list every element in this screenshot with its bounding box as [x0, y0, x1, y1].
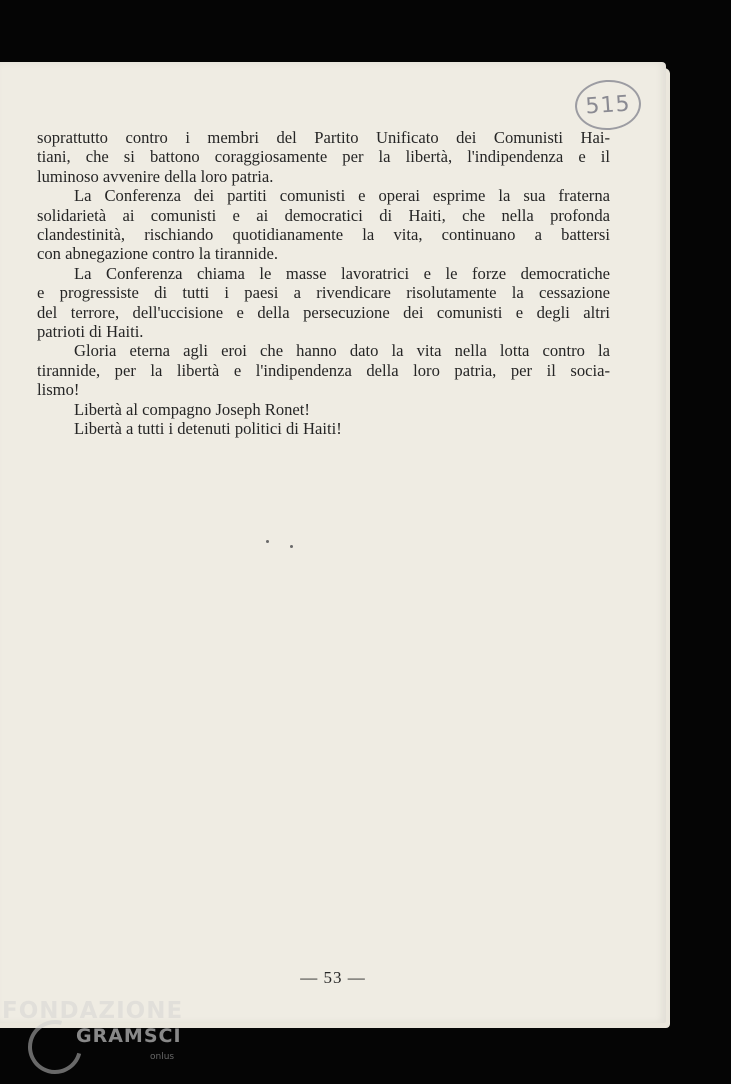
logo-word: GRAMSCI	[76, 1025, 182, 1047]
text-line: solidarietà ai comunisti e ai democratici di Haiti, che nella profonda	[37, 205, 610, 225]
paper-speck	[266, 540, 269, 543]
text-line: La Conferenza chiama le masse lavoratrici e le forze democratiche	[74, 263, 610, 283]
logo-sub: onlus	[150, 1052, 175, 1062]
text-line: clandestinità, rischiando quotidianamente la vita, continuano a battersi	[37, 225, 610, 245]
page-number: — 53 —	[300, 968, 366, 987]
logo-top-text: FONDAZIONE	[2, 998, 184, 1024]
text-line: Libertà al compagno Joseph Ronet!	[74, 399, 310, 419]
archive-number-stamp: 515	[573, 78, 642, 132]
text-line: e progressiste di tutti i paesi a rivendicare risolutamente la cessazione	[37, 283, 610, 303]
text-line: lismo!	[37, 380, 80, 400]
text-line: luminoso avvenire della loro patria.	[37, 166, 274, 186]
text-line: tiani, che si battono coraggiosamente per la libertà, l'indipendenza e il	[37, 147, 610, 167]
text-line: con abnegazione contro la tirannide.	[37, 244, 278, 264]
text-line: La Conferenza dei partiti comunisti e operai esprime la sua fraterna	[74, 186, 610, 206]
fondazione-gramsci-logo	[2, 998, 212, 1080]
text-line: soprattutto contro i membri del Partito Unificato dei Comunisti Hai-	[37, 128, 610, 147]
text-line: patrioti di Haiti.	[37, 322, 144, 342]
text-line: Gloria eterna agli eroi che hanno dato la vita nella lotta contro la	[74, 341, 610, 361]
text-line: Libertà a tutti i detenuti politici di Haiti!	[74, 419, 342, 439]
text-line: del terrore, dell'uccisione e della persecuzione dei comunisti e degli altri	[37, 302, 610, 322]
paper-speck	[290, 545, 293, 548]
text-line: tirannide, per la libertà e l'indipendenza della loro patria, per il socia-	[37, 360, 610, 380]
body-text	[37, 128, 610, 439]
